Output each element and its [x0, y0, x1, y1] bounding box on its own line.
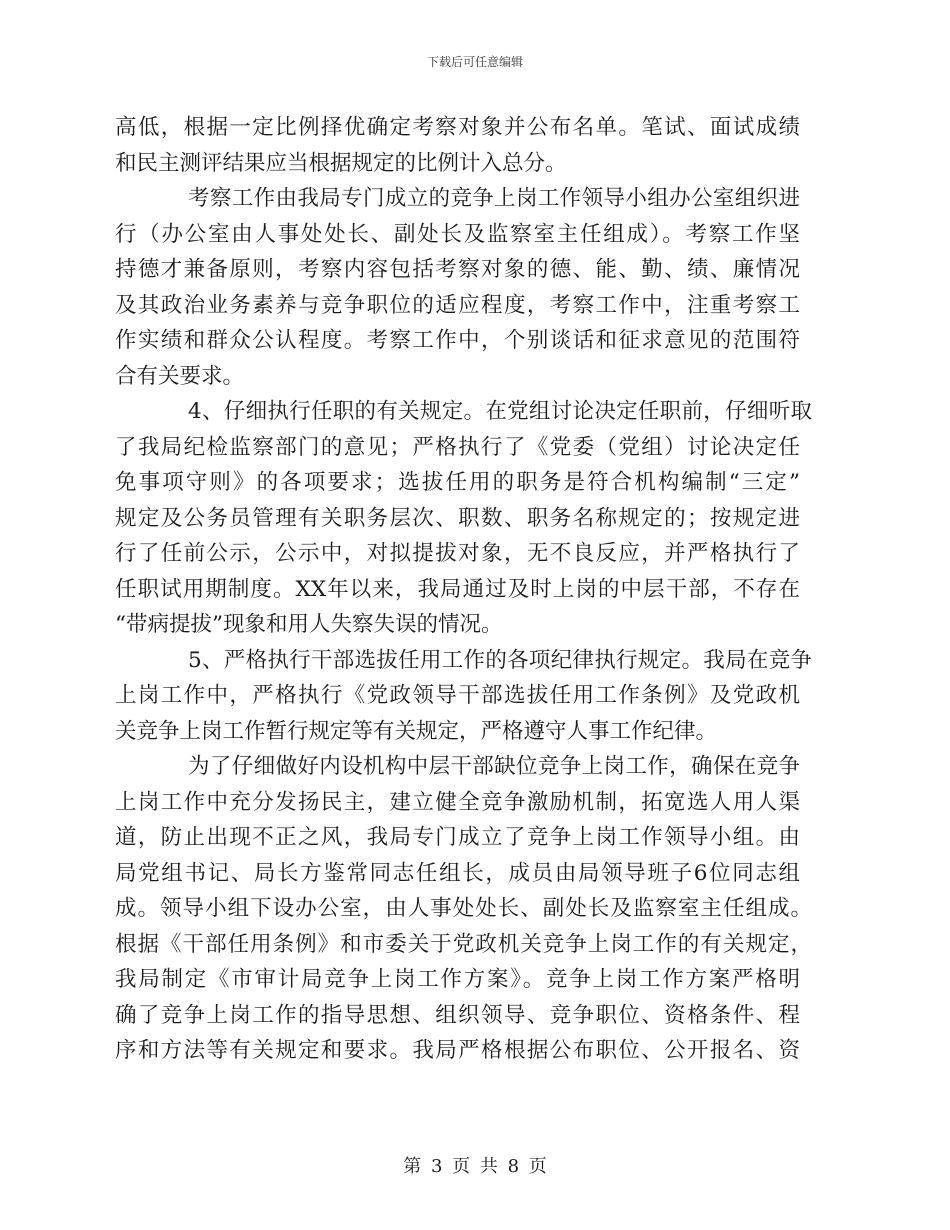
text-line: 免事项守则》的各项要求；选拔任用的职务是符合机构编制“三定”	[115, 470, 800, 495]
page-header-note: 下载后可任意编辑	[426, 55, 523, 69]
text-line: “带病提拔”现象和用人失察失误的情况。	[115, 612, 503, 637]
text-line: 持德才兼备原则，考察内容包括考察对象的德、能、勤、绩、廉情况	[115, 257, 800, 282]
text-line: 上岗工作中，严格执行《党政领导干部选拔任用工作条例》及党政机	[115, 683, 800, 708]
text-line: 局党组书记、局长方鉴常同志任组长，成员由局领导班子6位同志组	[115, 860, 800, 886]
text-line: 成。领导小组下设办公室，由人事处处长、副处长及监察室主任组成。	[115, 896, 812, 921]
text-line: 了我局纪检监察部门的意见；严格执行了《党委（党组）讨论决定任	[115, 434, 800, 460]
text-line: 序和方法等有关规定和要求。我局严格根据公布职位、公开报名、资	[115, 1038, 800, 1063]
text-line: 高低，根据一定比例择优确定考察对象并公布名单。笔试、面试成绩	[115, 115, 800, 140]
paragraph-start-line: 为了仔细做好内设机构中层干部缺位竞争上岗工作，确保在竞争	[188, 754, 800, 779]
text-line: 和民主测评结果应当根据规定的比例计入总分。	[115, 150, 567, 176]
text-line: 行了任前公示，公示中，对拟提拔对象，无不良反应，并严格执行了	[115, 541, 800, 566]
text-line: 根据《干部任用条例》和市委关于党政机关竞争上岗工作的有关规定，	[115, 931, 812, 957]
text-line: 及其政治业务素养与竞争职位的适应程度，考察工作中，注重考察工	[115, 292, 800, 318]
text-line: 行（办公室由人事处处长、副处长及监察室主任组成）。考察工作坚	[115, 221, 800, 247]
text-line: 作实绩和群众公认程度。考察工作中，个别谈话和征求意见的范围符	[115, 328, 800, 353]
paragraph-start-line: 考察工作由我局专门成立的竞争上岗工作领导小组办公室组织进	[188, 186, 800, 211]
page-number-footer: 第 3 页 共 8 页	[403, 1156, 547, 1177]
paragraph-start-line: 4、仔细执行任职的有关规定。在党组讨论决定任职前，仔细听取	[188, 399, 812, 424]
text-line: 上岗工作中充分发扬民主，建立健全竞争激励机制，拓宽选人用人渠	[115, 789, 800, 815]
paragraph-start-line: 5、严格执行干部选拔任用工作的各项纪律执行规定。我局在竞争	[188, 647, 812, 673]
text-line: 道，防止出现不正之风，我局专门成立了竞争上岗工作领导小组。由	[115, 825, 800, 850]
text-line: 我局制定《市审计局竞争上岗工作方案》。竞争上岗工作方案严格明	[115, 967, 800, 992]
text-line: 规定及公务员管理有关职务层次、职数、职务名称规定的；按规定进	[115, 505, 800, 531]
text-line: 关竞争上岗工作暂行规定等有关规定，严格遵守人事工作纪律。	[115, 718, 718, 744]
text-line: 合有关要求。	[115, 363, 245, 389]
text-line: 确了竞争上岗工作的指导思想、组织领导、竞争职位、资格条件、程	[115, 1002, 800, 1028]
text-line: 任职试用期制度。XX年以来，我局通过及时上岗的中层干部，不存在	[115, 576, 800, 602]
document-body	[115, 110, 815, 1069]
